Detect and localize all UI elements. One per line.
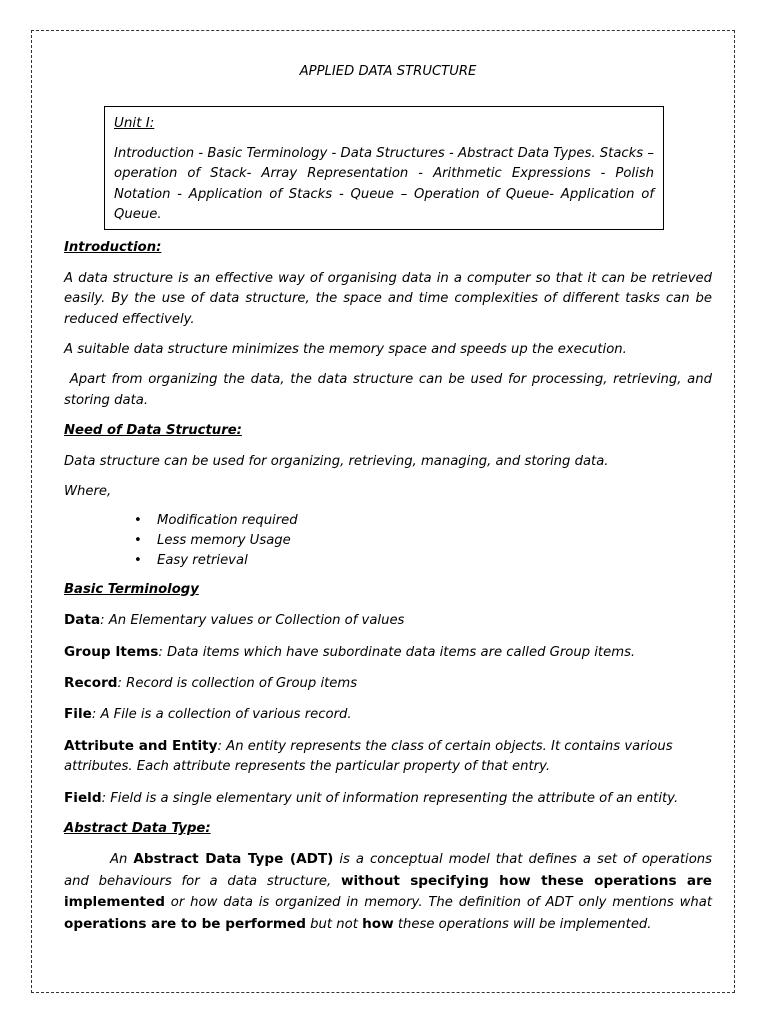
bullet-text: Easy retrieval <box>157 553 248 569</box>
intro-paragraph-2: A suitable data structure minimizes the memory space and speeds up the execution. <box>64 342 627 358</box>
document-body <box>64 58 717 935</box>
term-definition: : An Elementary values or Collection of values <box>100 613 405 629</box>
term-attribute-entity <box>64 736 712 778</box>
adt-text: or how data is organized in memory. The definition of ADT only mentions what <box>164 895 712 911</box>
introduction-heading: Introduction: <box>64 240 162 256</box>
adt-text: these operations will be implemented. <box>393 916 652 932</box>
term-data <box>64 610 712 631</box>
term-definition: : Record is collection of Group items <box>117 675 358 691</box>
intro-paragraph-1: A data structure is an effective way of organising data in a computer so that it can be retrieved easily. By the use of data structure, the space and time complexities of different tasks can be reduced effectively. <box>64 270 712 327</box>
unit-syllabus-text: Introduction - Basic Terminology - Data Structures - Abstract Data Types. Stacks – operation of Stack- Array Representation - Arithmetic Expressions - Polish Notation - Application of Stacks - Queue – Operation of Queue- Application of Queue. <box>114 145 654 223</box>
adt-text: is a conceptual model that defines a set of operations and behaviours for a data structure, <box>64 852 713 889</box>
term-label: Group Items <box>64 643 159 660</box>
adt-bold-text: Abstract Data Type (ADT) <box>133 851 334 868</box>
adt-bold-text: how <box>362 915 394 932</box>
term-label: Data <box>64 612 101 629</box>
term-definition: : Field is a single elementary unit of information representing the attribute of an entity. <box>101 790 679 806</box>
bullet-icon: • <box>134 512 142 528</box>
need-heading: Need of Data Structure: <box>64 423 242 439</box>
adt-heading: Abstract Data Type: <box>64 820 211 836</box>
terminology-heading: Basic Terminology <box>64 581 199 597</box>
list-item <box>134 511 712 531</box>
intro-paragraph-3: Apart from organizing the data, the data structure can be used for processing, retrieving, and storing data. <box>64 372 717 408</box>
term-label: Field <box>64 789 102 806</box>
list-item <box>134 551 712 571</box>
unit-box <box>104 106 664 230</box>
adt-bold-text: operations are to be performed <box>64 915 306 932</box>
term-file <box>64 704 712 725</box>
adt-text: An <box>110 852 134 868</box>
bullet-icon: • <box>134 553 142 569</box>
adt-bold-text: without specifying how these operations are implemented <box>64 872 712 911</box>
need-paragraph: Data structure can be used for organizing, retrieving, managing, and storing data. <box>64 453 609 469</box>
adt-paragraph <box>64 849 712 935</box>
term-group-items <box>64 642 712 663</box>
list-item <box>134 531 712 551</box>
unit-title: Unit I: <box>114 115 155 132</box>
bullet-text: Modification required <box>157 512 298 528</box>
bullet-icon: • <box>134 532 142 548</box>
term-field <box>64 788 712 809</box>
need-bullet-list <box>134 511 712 572</box>
term-label: File <box>64 706 92 723</box>
term-definition: : Data items which have subordinate data items are called Group items. <box>158 644 636 660</box>
term-record <box>64 673 712 694</box>
bullet-text: Less memory Usage <box>157 532 291 548</box>
adt-text: but not <box>305 916 363 932</box>
term-definition: : An entity represents the class of certain objects. It contains various attributes. Each attribute represents the particular property of that entry. <box>64 738 673 775</box>
term-label: Record <box>64 674 118 691</box>
need-where: Where, <box>64 484 112 500</box>
document-title: APPLIED DATA STRUCTURE <box>299 64 477 79</box>
term-definition: : A File is a collection of various record. <box>91 707 352 723</box>
term-label: Attribute and Entity <box>64 737 218 754</box>
